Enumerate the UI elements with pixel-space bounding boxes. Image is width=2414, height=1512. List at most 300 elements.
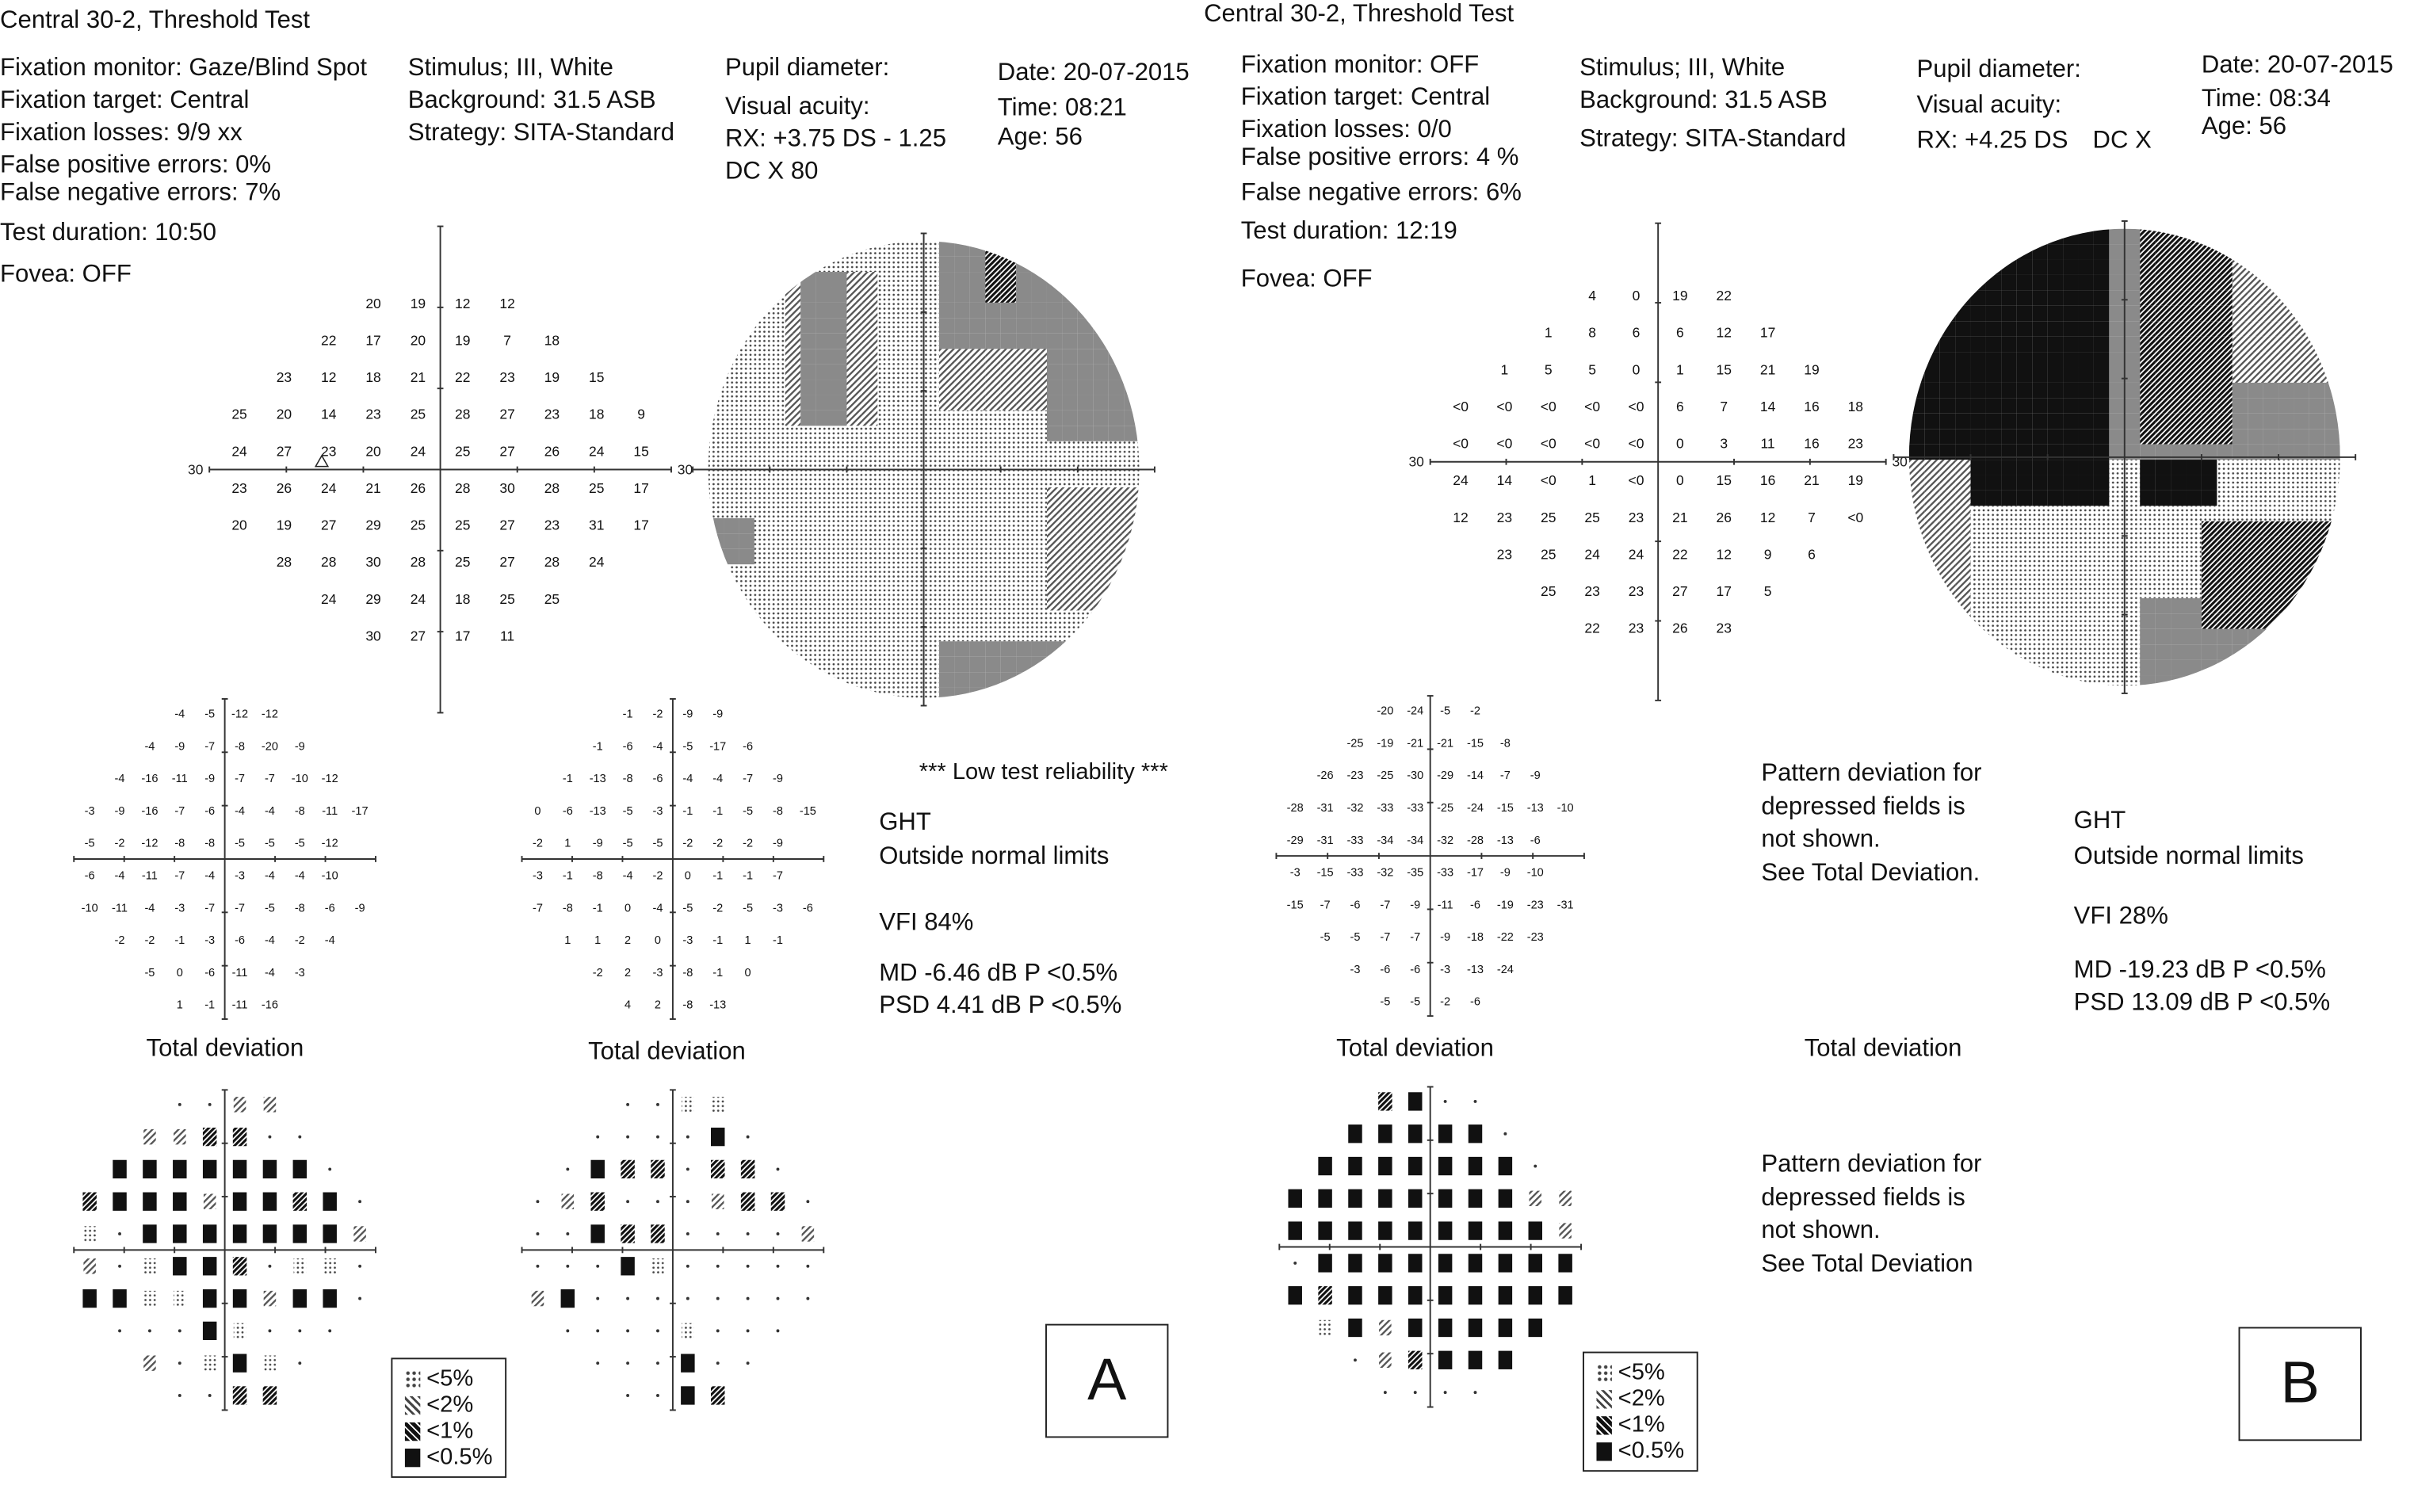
field-cell (2140, 644, 2155, 659)
field-cell (2233, 306, 2248, 321)
field-cell (770, 580, 785, 595)
field-cell (2309, 244, 2324, 259)
field-cell (709, 441, 724, 456)
grid-value: 21 (410, 369, 426, 386)
field-cell (1124, 688, 1139, 703)
field-cell (2324, 306, 2340, 321)
probability-symbol (621, 1224, 634, 1243)
field-cell (2001, 675, 2016, 690)
field-cell (2202, 582, 2217, 598)
dots-icon (405, 1369, 420, 1388)
field-cell (2140, 660, 2155, 675)
date-block-b (2202, 49, 2393, 144)
grid-value: -11 (1437, 899, 1453, 912)
field-cell (1955, 368, 1970, 383)
grid-value: 23 (231, 479, 247, 496)
probability-symbol (1378, 1221, 1392, 1239)
grid-value: 7 (1720, 398, 1728, 414)
field-cell (2140, 368, 2155, 383)
field-cell (1924, 582, 1939, 598)
field-cell (924, 472, 939, 487)
grid-value: -5 (264, 902, 275, 915)
probability-symbol (1379, 1353, 1392, 1368)
probability-symbol (777, 1297, 780, 1300)
field-cell (739, 272, 754, 287)
probability-symbol (233, 1224, 246, 1243)
field-cell (724, 395, 739, 410)
grid-value: 25 (544, 590, 560, 607)
field-cell (754, 410, 770, 426)
field-cell (739, 533, 754, 548)
field-cell (1986, 398, 2001, 413)
field-cell (846, 502, 861, 517)
field-cell (2294, 229, 2309, 244)
grid-value: -2 (652, 869, 663, 883)
grid-value: -7 (174, 869, 185, 883)
field-cell (1109, 241, 1124, 256)
field-cell (1986, 290, 2001, 305)
field-cell (2186, 337, 2201, 352)
field-cell (2202, 383, 2217, 398)
field-cell (2094, 506, 2109, 521)
field-cell (1001, 426, 1016, 441)
field-cell (2263, 414, 2278, 429)
field-cell (2079, 244, 2094, 259)
field-cell (2233, 290, 2248, 305)
probability-symbol (626, 1329, 629, 1332)
field-cell (893, 365, 908, 380)
field-cell (785, 533, 800, 548)
grid-value: -6 (622, 740, 633, 754)
field-cell (1971, 582, 1986, 598)
field-cell (2248, 536, 2263, 552)
grid-value: -5 (622, 837, 633, 850)
field-cell (2309, 321, 2324, 336)
field-cell (2217, 506, 2232, 521)
field-cell (1078, 349, 1093, 364)
field-cell (800, 518, 815, 533)
field-cell (754, 380, 770, 395)
probability-symbol (1534, 1165, 1537, 1168)
field-cell (800, 641, 815, 656)
field-cell (770, 641, 785, 656)
field-cell (2186, 398, 2201, 413)
field-cell (970, 472, 985, 487)
field-cell (1955, 582, 1970, 598)
field-cell (2017, 567, 2032, 582)
field-cell (908, 580, 923, 595)
grid-value: -1 (712, 934, 724, 948)
field-cell (2017, 552, 2032, 567)
field-cell (2140, 552, 2155, 567)
field-cell (970, 657, 985, 672)
grid-value: 0 (534, 804, 541, 818)
field-cell (1078, 688, 1093, 703)
field-cell (724, 334, 739, 349)
grid-value: -9 (354, 902, 365, 915)
field-cell (862, 502, 877, 517)
field-cell (1047, 318, 1062, 333)
field-cell (2233, 368, 2248, 383)
field-cell (724, 672, 739, 687)
field-cell (1078, 672, 1093, 687)
probability-symbol (208, 1103, 212, 1106)
field-cell (770, 410, 785, 426)
field-cell (2063, 567, 2078, 582)
probability-symbol (656, 1103, 659, 1106)
field-cell (816, 472, 831, 487)
field-cell (908, 487, 923, 502)
legend-label: <0.5% (426, 1444, 493, 1471)
field-cell (877, 287, 892, 302)
field-cell (1109, 349, 1124, 364)
grid-value: -2 (1440, 995, 1451, 1009)
field-cell (1124, 365, 1139, 380)
field-cell (877, 257, 892, 272)
probability-symbol (358, 1265, 361, 1268)
field-cell (1047, 257, 1062, 272)
field-cell (1016, 672, 1031, 687)
field-cell (754, 657, 770, 672)
field-cell (785, 287, 800, 302)
probability-symbol (1558, 1254, 1572, 1272)
field-cell (1062, 549, 1077, 564)
grid-value: -13 (589, 804, 606, 818)
probability-symbol (1529, 1191, 1541, 1206)
field-cell (2079, 598, 2094, 613)
field-cell (1001, 257, 1016, 272)
field-cell (2324, 460, 2340, 475)
field-cell (816, 303, 831, 318)
probability-symbol (656, 1361, 659, 1365)
grid-value: -10 (291, 773, 308, 786)
field-cell (985, 241, 1000, 256)
reliability-warning-a: *** Low test reliability *** (919, 758, 1168, 785)
axes (522, 1090, 824, 1410)
grid-value: 0 (684, 869, 691, 883)
field-cell (2324, 660, 2340, 675)
field-cell (1924, 521, 1939, 536)
field-cell (1032, 641, 1047, 656)
grid-value: 27 (499, 406, 515, 422)
field-cell (2233, 644, 2248, 659)
field-cell (1909, 321, 1924, 336)
field-cell (939, 533, 954, 548)
grid-value: -1 (562, 869, 573, 883)
probability-symbol (741, 1193, 754, 1211)
field-cell (724, 272, 739, 287)
field-cell (862, 272, 877, 287)
grayscale-plot-a (693, 223, 1155, 716)
false-negative-b: False negative errors: 6% (1240, 180, 1522, 207)
grid-value: 1 (1544, 324, 1553, 341)
probability-symbol (596, 1136, 599, 1139)
grid-value: 22 (1672, 546, 1688, 563)
field-cell (754, 334, 770, 349)
field-cell (1909, 229, 1924, 244)
legend-row-5 (405, 1365, 493, 1392)
field-cell (2324, 275, 2340, 290)
field-cell (2079, 629, 2094, 644)
grid-value: -5 (682, 740, 693, 754)
field-cell (2048, 613, 2063, 628)
grid-value: 19 (410, 295, 426, 311)
field-cell (846, 257, 861, 272)
field-cell (1032, 287, 1047, 302)
field-cell (1062, 564, 1077, 579)
field-cell (924, 533, 939, 548)
field-cell (1001, 641, 1016, 656)
field-cell (1955, 644, 1970, 659)
field-cell (2048, 506, 2063, 521)
field-cell (1001, 502, 1016, 517)
probability-symbol (1499, 1319, 1512, 1337)
field-cell (862, 672, 877, 687)
field-cell (2309, 613, 2324, 628)
field-cell (985, 533, 1000, 548)
field-cell (1940, 368, 1955, 383)
field-cell (831, 580, 846, 595)
field-cell (924, 441, 939, 456)
field-cell (2094, 475, 2109, 490)
field-cell (2186, 460, 2201, 475)
field-cell (1062, 380, 1077, 395)
probability-symbol (1503, 1132, 1507, 1136)
field-cell (954, 410, 969, 426)
field-cell (908, 365, 923, 380)
pd-label-b: Total deviation (1804, 1036, 1962, 1063)
grid-value: 1 (744, 934, 751, 948)
field-cell (2186, 613, 2201, 628)
field-cell (1940, 521, 1955, 536)
field-cell (2294, 582, 2309, 598)
field-cell (785, 303, 800, 318)
field-cell (2186, 352, 2201, 367)
grid-value: 25 (410, 406, 426, 422)
field-cell (1986, 475, 2001, 490)
field-cell (2032, 337, 2047, 352)
field-cell (877, 380, 892, 395)
probability-symbol (1529, 1254, 1542, 1272)
field-cell (1909, 552, 1924, 567)
field-cell (2278, 460, 2294, 475)
field-cell (1016, 365, 1031, 380)
field-cell (908, 657, 923, 672)
field-cell (2263, 460, 2278, 475)
field-cell (1109, 518, 1124, 533)
field-cell (2001, 567, 2016, 582)
probability-symbol (747, 1232, 750, 1235)
field-cell (924, 688, 939, 703)
probability-symbol (263, 1224, 277, 1243)
field-cell (2202, 506, 2217, 521)
field-cell (1924, 414, 1939, 429)
field-cell (831, 472, 846, 487)
grid-value: -21 (1407, 737, 1424, 750)
field-cell (770, 318, 785, 333)
field-cell (754, 518, 770, 533)
field-cell (2109, 383, 2124, 398)
field-cell (1955, 521, 1970, 536)
field-cell (2263, 275, 2278, 290)
grid-value: 25 (410, 517, 426, 533)
field-cell (2109, 321, 2124, 336)
field-cell (1940, 229, 1955, 244)
field-cell (954, 441, 969, 456)
field-cell (785, 641, 800, 656)
grid-value: 2 (654, 998, 662, 1012)
grid-value: 23 (1628, 583, 1644, 600)
field-cell (2202, 368, 2217, 383)
field-cell (1078, 257, 1093, 272)
field-cell (954, 580, 969, 595)
grid-value: -5 (294, 837, 305, 850)
field-cell (2001, 429, 2016, 444)
field-cell (2186, 429, 2201, 444)
field-cell (1032, 241, 1047, 256)
field-cell (785, 318, 800, 333)
field-cell (754, 441, 770, 456)
probability-symbol (1408, 1092, 1422, 1110)
probability-symbol (1288, 1189, 1301, 1208)
field-cell (2217, 675, 2232, 690)
field-cell (1047, 334, 1062, 349)
probability-symbol (590, 1193, 604, 1211)
legend-label: <1% (426, 1418, 474, 1445)
field-cell (1062, 395, 1077, 410)
field-cell (1093, 610, 1108, 625)
field-cell (893, 303, 908, 318)
field-cell (1109, 672, 1124, 687)
axis-label: 30 (1408, 453, 1424, 470)
field-cell (2125, 567, 2140, 582)
field-cell (2186, 644, 2201, 659)
field-cell (1093, 641, 1108, 656)
field-cell (800, 672, 815, 687)
field-cell (2048, 567, 2063, 582)
field-cell (924, 487, 939, 502)
field-cell (2309, 383, 2324, 398)
grid-value: -19 (1377, 737, 1394, 750)
field-cell (2001, 506, 2016, 521)
probability-symbol (1384, 1391, 1387, 1394)
probability-symbol (173, 1257, 186, 1275)
field-cell (970, 318, 985, 333)
probability-symbol (1379, 1320, 1392, 1335)
field-cell (709, 272, 724, 287)
probability-symbol (682, 1097, 694, 1112)
field-cell (739, 518, 754, 533)
field-cell (2217, 414, 2232, 429)
field-cell (1955, 244, 1970, 259)
field-cell (2294, 290, 2309, 305)
field-cell (970, 549, 985, 564)
field-cell (1124, 241, 1139, 256)
field-cell (2032, 644, 2047, 659)
field-cell (1016, 657, 1031, 672)
field-cell (2094, 660, 2109, 675)
field-cell (1001, 487, 1016, 502)
probability-symbol (233, 1160, 246, 1178)
pupil-a: Pupil diameter: (724, 55, 890, 82)
field-cell (800, 349, 815, 364)
field-cell (1032, 688, 1047, 703)
probability-symbol (1408, 1124, 1422, 1143)
field-cell (2202, 660, 2217, 675)
probability-symbol (1288, 1286, 1301, 1304)
field-cell (754, 472, 770, 487)
field-cell (2248, 506, 2263, 521)
grid-value: 17 (1759, 324, 1776, 341)
field-cell (877, 672, 892, 687)
field-cell (2309, 306, 2324, 321)
field-cell (2079, 260, 2094, 275)
grid-value: -15 (1286, 899, 1304, 912)
field-cell (2278, 582, 2294, 598)
fixation-losses-a: Fixation losses: 9/9 xx (0, 120, 243, 147)
field-cell (2202, 491, 2217, 506)
field-cell (2156, 352, 2171, 367)
grid-value: -6 (1470, 995, 1480, 1009)
field-cell (2032, 475, 2047, 490)
field-cell (2324, 368, 2340, 383)
field-cell (2278, 429, 2294, 444)
field-cell (2048, 414, 2063, 429)
fovea-a: Fovea: OFF (0, 262, 132, 288)
field-cell (1093, 502, 1108, 517)
field-cell (1032, 580, 1047, 595)
field-cell (724, 502, 739, 517)
grid-value: 22 (1584, 620, 1600, 636)
field-cell (2125, 536, 2140, 552)
field-cell (2324, 675, 2340, 690)
grid-value: -33 (1407, 801, 1424, 815)
field-cell (2233, 229, 2248, 244)
probability-symbol (143, 1291, 156, 1306)
probability-symbol (1444, 1100, 1447, 1103)
field-cell (877, 564, 892, 579)
field-cell (709, 502, 724, 517)
field-cell (1109, 595, 1124, 610)
field-cell (2109, 613, 2124, 628)
field-cell (724, 441, 739, 456)
grid-value: 25 (499, 590, 515, 607)
field-cell (2140, 229, 2155, 244)
total-deviation-numeric-a (69, 696, 392, 1022)
field-cell (1062, 349, 1077, 364)
grid-value: -31 (1316, 801, 1334, 815)
field-cell (1940, 275, 1955, 290)
field-cell (2171, 368, 2186, 383)
field-cell (2217, 352, 2232, 367)
field-cell (2001, 352, 2016, 367)
field-cell (862, 426, 877, 441)
field-cell (877, 688, 892, 703)
field-cell (954, 641, 969, 656)
grid-value: -13 (1466, 963, 1484, 976)
field-cell (2233, 429, 2248, 444)
field-cell (985, 672, 1000, 687)
grid-value: -14 (1466, 769, 1484, 783)
grid-value: 12 (455, 295, 471, 311)
field-cell (1909, 567, 1924, 582)
probability-symbol (1469, 1254, 1482, 1272)
field-cell (939, 610, 954, 625)
field-cell (709, 426, 724, 441)
field-cell (724, 349, 739, 364)
field-cell (985, 564, 1000, 579)
field-cell (985, 410, 1000, 426)
